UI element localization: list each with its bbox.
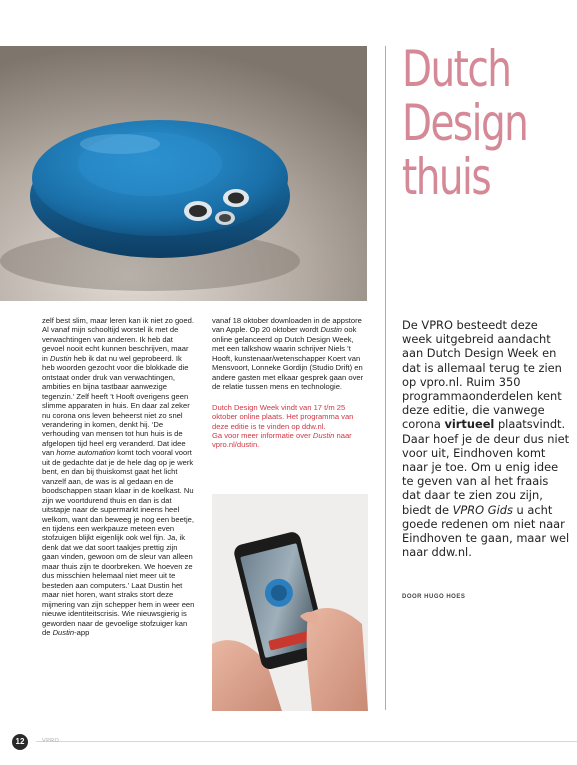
intro-highlight: virtueel xyxy=(444,417,495,432)
column-1-paragraph xyxy=(42,316,196,637)
col1-text: zelf best slim, maar leren kan ik niet zo goed. Al vanaf mijn schooltijd worstel ik met de verwachtingen van anderen. Ik heb dat gevoel nooit echt kunnen beschrijven, maar in xyxy=(42,316,194,363)
col1-text: -app xyxy=(74,627,90,637)
col2-text: vanaf 18 oktober downloaden in de appstore van Apple. Op 20 oktober wordt xyxy=(212,316,362,335)
col2-text: ook online gelanceerd op Dutch Design Week, met een talkshow waarin schrijver Niels ’t Hooft, kunstenaar/wetenschapper Koert van Mensvoort, Lonneke Gordijn (Studio Drift) en andere gasten met elkaar gesprek gaan over de relatie tussen mens en technologie. xyxy=(212,325,364,392)
info-note xyxy=(212,403,368,450)
robot-vacuum-photo xyxy=(0,46,367,301)
body-column-1 xyxy=(42,316,196,637)
body-column-2 xyxy=(212,316,368,450)
col1-title-ref: Dustin xyxy=(50,353,72,363)
note-text: Dutch Design Week vindt van 17 t/m 25 oktober online plaats. Het programma van deze editie is te vinden op ddw.nl. xyxy=(212,402,354,431)
col1-term: home automation xyxy=(56,448,116,458)
note-text: naar vpro.nl/dustin. xyxy=(212,430,352,450)
column-divider xyxy=(385,46,386,710)
magazine-name: VPRO xyxy=(42,738,60,744)
col1-title-ref: Dustin xyxy=(52,627,75,637)
intro-span: plaatsvindt. Daar hoef je de deur dus niet voor uit, Eindhoven komt naar je toe. Om u enig idee te geven van al het fraais dat daar te zien zou zijn, biedt de xyxy=(402,417,570,517)
col1-text: komt toch vooral voort uit de gedachte dat je de hele dag op je werk bent, en dan bij thuiskomst gaat het licht vanzelf aan, de was is al gedaan en de boodschappen staan klaar in de koelkast. Nu zijn we voortdurend thuis en dan is dat uitstapje naar de supermarkt ineens heel welkom, want dan beweeg je nog een beetje, en tijdens een werkpauze meteen even stofzuigen blijkt eigenlijk ook wel fijn. Ja, ik denk dat we dat soort taakjes prettig zijn gaan vinden, gewoon om de sleur van alleen maar thuis zijn te doorbreken. We hoeven ze dus misschien helemaal niet meer uit te besteden aan computers.’ Laat Dustin het maar niet horen, want straks stort deze mijmering van zijn schepper hem in weer een nieuwe identiteitscrisis. Wie nieuwsgierig is geworden naar de gevoelige stofzuiger kan de xyxy=(42,448,195,637)
col2-title-ref: Dustin xyxy=(320,325,343,335)
column-2-paragraph xyxy=(212,316,368,392)
byline: DOOR HUGO HOES xyxy=(402,594,466,600)
note-title-ref: Dustin xyxy=(312,430,335,440)
page-title: Dutch Design thuis xyxy=(402,40,528,206)
intro-text xyxy=(402,318,570,559)
page-number: 12 xyxy=(12,734,28,750)
col1-text: heb ik dat nu wel geprobeerd. Ik heb woorden gezocht voor die blokkade die ontstaat onder druk van verwachtingen, ambities en bijna tastbaar aanwezige tegenzin.’ Zelf heeft ’t Hooft overigens geen slimme apparaten in huis. En daar zal zeker nu corona ons leven beheerst niet zo snel verandering in komen, denkt hij. ‘De verhouding van mensen tot hun huis is de afgelopen tijd heel erg veranderd. Dat idee van xyxy=(42,353,190,458)
footer-divider xyxy=(36,741,577,742)
smartphone-photo xyxy=(212,494,368,711)
intro-span: u acht goede redenen om niet naar Eindhoven te gaan, maar wel naar ddw.nl. xyxy=(402,502,570,560)
note-text: Ga voor meer informatie over xyxy=(212,430,313,440)
intro-span: De VPRO besteedt deze week uitgebreid aandacht aan Dutch Design Week en dat is allemaal terug te zien op vpro.nl. Ruim 350 programmaonderdelen kent deze editie, die vanwege corona xyxy=(402,318,562,432)
intro-magazine-ref: VPRO Gids xyxy=(452,502,513,517)
